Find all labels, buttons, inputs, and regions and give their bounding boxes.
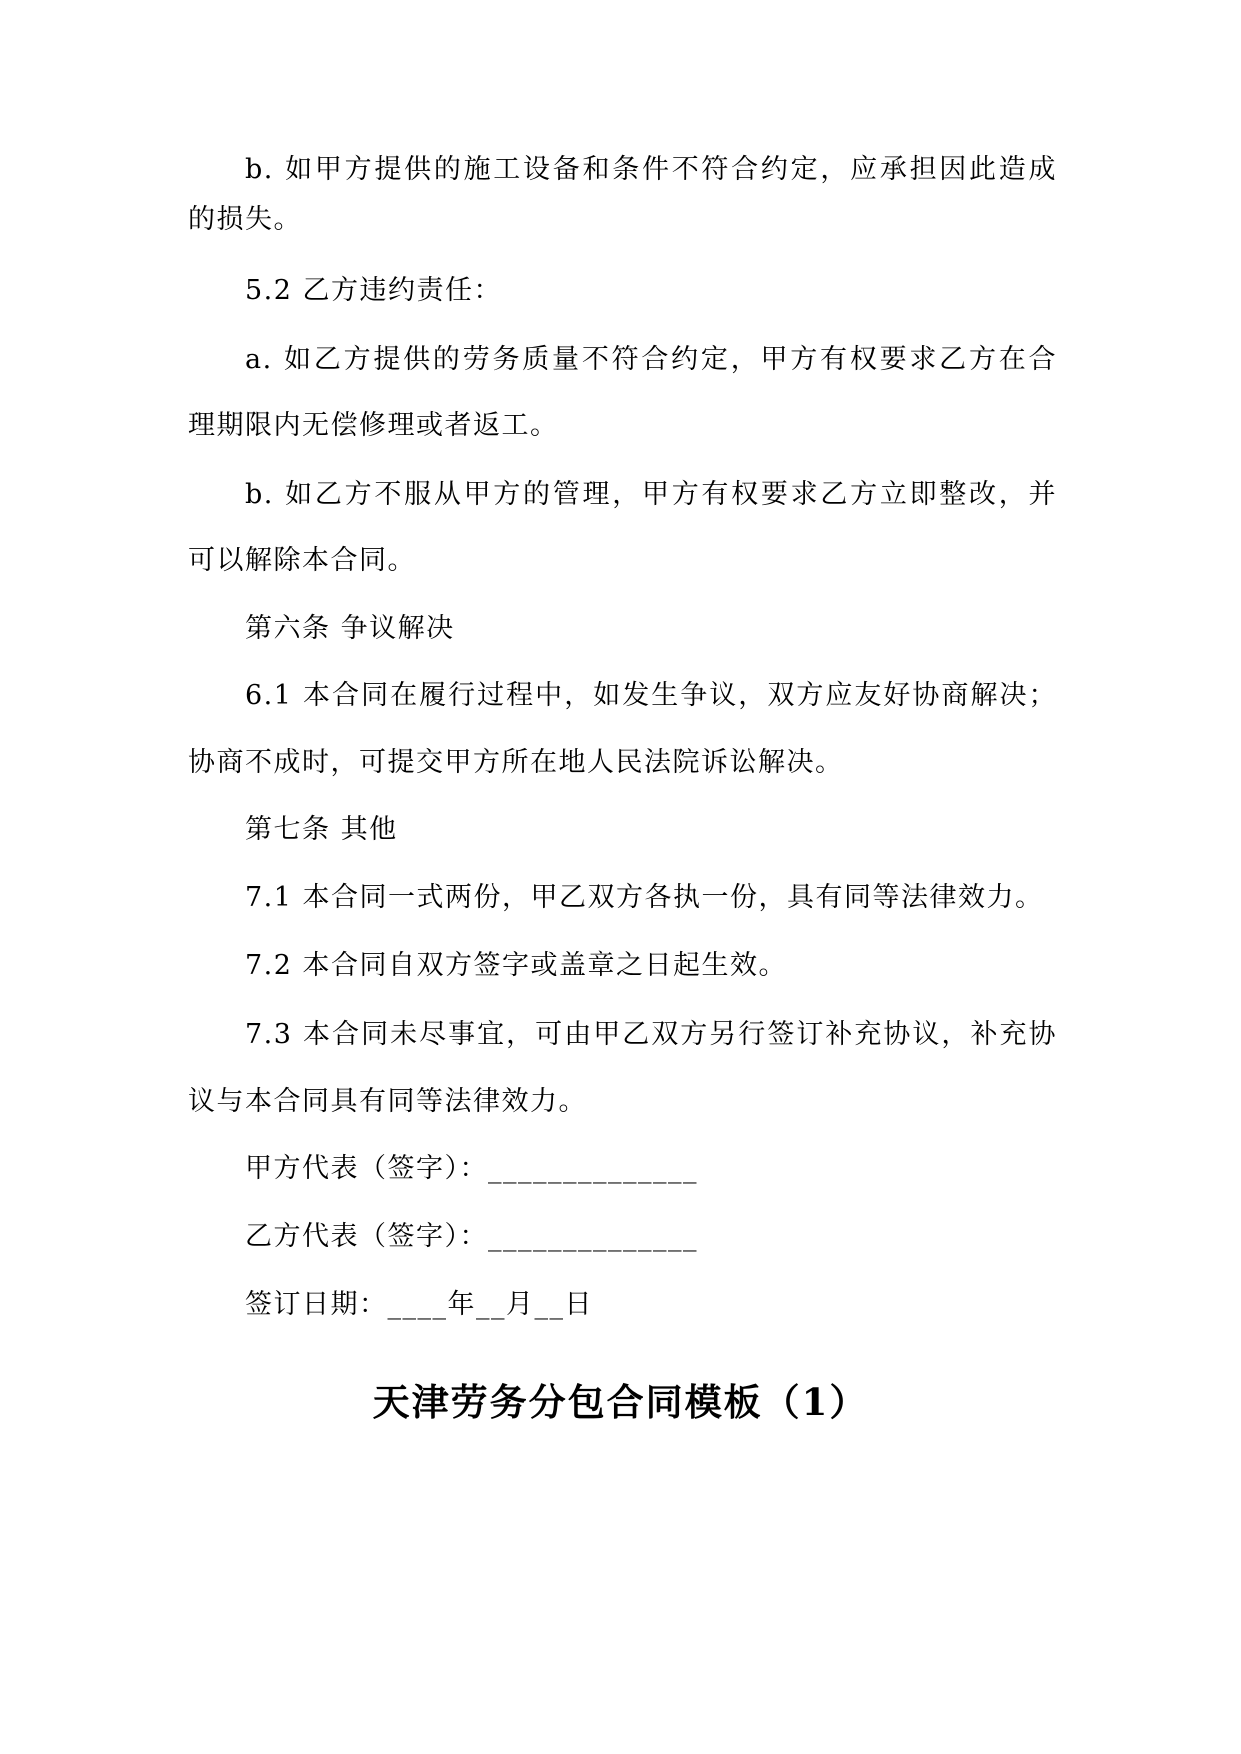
paragraph-6-1-cont: 协商不成时，可提交甲方所在地人民法院诉讼解决。 — [188, 747, 844, 778]
paragraph-7-3: 7.3 本合同未尽事宜，可由甲乙双方另行签订补充协议，补充协 — [245, 1019, 1057, 1050]
paragraph-7-3-cont: 议与本合同具有同等法律效力。 — [188, 1086, 587, 1117]
party-a-signature-line: 甲方代表（签字）：______________ — [245, 1153, 698, 1184]
heading-5-2: 5.2 乙方违约责任： — [245, 275, 503, 306]
paragraph-5-1-b-cont: 的损失。 — [188, 204, 302, 235]
paragraph-5-2-b-cont: 可以解除本合同。 — [188, 545, 416, 576]
signing-date-line: 签订日期：____年__月__日 — [245, 1289, 593, 1320]
paragraph-5-2-a: a. 如乙方提供的劳务质量不符合约定，甲方有权要求乙方在合 — [245, 344, 1057, 375]
paragraph-6-1: 6.1 本合同在履行过程中，如发生争议，双方应友好协商解决； — [245, 680, 1057, 711]
article-6-heading: 第六条 争议解决 — [245, 613, 455, 644]
paragraph-5-2-a-cont: 理期限内无偿修理或者返工。 — [188, 410, 559, 441]
party-b-signature-line: 乙方代表（签字）：______________ — [245, 1221, 698, 1252]
paragraph-5-2-b: b. 如乙方不服从甲方的管理，甲方有权要求乙方立即整改，并 — [245, 479, 1057, 510]
paragraph-5-1-b: b. 如甲方提供的施工设备和条件不符合约定，应承担因此造成 — [245, 154, 1057, 185]
article-7-heading: 第七条 其他 — [245, 814, 398, 845]
paragraph-7-2: 7.2 本合同自双方签字或盖章之日起生效。 — [245, 950, 788, 981]
paragraph-7-1: 7.1 本合同一式两份，甲乙双方各执一份，具有同等法律效力。 — [245, 882, 1044, 913]
document-title: 天津劳务分包合同模板（1） — [372, 1380, 869, 1424]
